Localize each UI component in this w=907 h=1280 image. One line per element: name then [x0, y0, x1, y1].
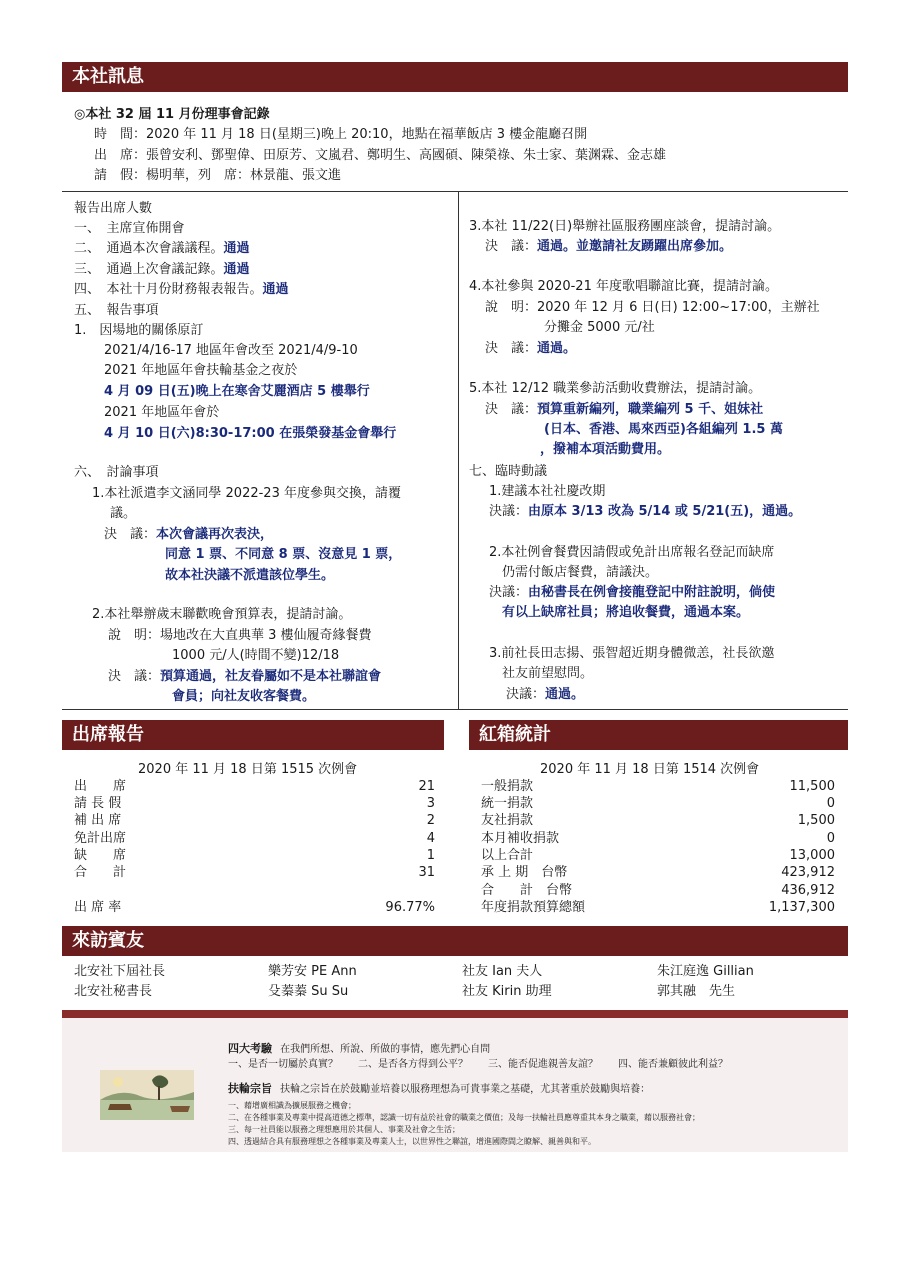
agenda-line: 4 月 10 日(六)8:30-17:00 在張榮發基金會舉行 — [104, 426, 397, 441]
table-row-value: 2 — [426, 813, 435, 828]
purpose-item: 三、每一社員能以服務之理想應用於其個人、事業及社會之生活； — [228, 1125, 460, 1134]
agenda-line: 3.前社長田志揚、張智超近期身體微恙，社長欲邀 — [489, 646, 775, 661]
table-row-label: 一般捐款 — [481, 779, 534, 794]
table-row-label: 本月補收捐款 — [481, 831, 560, 846]
purpose-item: 一、藉增廣相識為擴展服務之機會； — [228, 1101, 356, 1110]
footer-panel — [62, 1010, 848, 1152]
minutes-time: 時 間：2020 年 11 月 18 日(星期三)晚上 20:10，地點在福華飯店 3 樓金龍廳召開 — [94, 127, 588, 142]
table-row-label: 以上合計 — [481, 848, 534, 863]
agenda-line: 分攤金 5000 元/社 — [544, 320, 655, 335]
visitor-name: 樂芳安 PE Ann — [268, 964, 357, 979]
table-row-value: 21 — [418, 779, 435, 794]
table-row-label: 統一捐款 — [481, 796, 534, 811]
agenda-line: 有以上缺席社員；將追收餐費，通過本案。 — [502, 605, 750, 620]
agenda-line: 4 月 09 日(五)晚上在寒舍艾麗酒店 5 樓舉行 — [104, 384, 370, 399]
agenda-line: 2.本社例會餐費因請假或免計出席報名登記而缺席 — [489, 545, 775, 560]
agenda-line: 決議：通過。 — [506, 687, 585, 702]
agenda-line: 決 議：預算通過，社友眷屬如不是本社聯誼會 — [108, 669, 382, 684]
agenda-line: 仍需付飯店餐費，請議決。 — [502, 565, 659, 580]
table-row-label: 合 計 台幣 — [481, 883, 573, 898]
agenda-line: 七、臨時動議 — [469, 464, 548, 479]
table-row-value: 1,500 — [797, 813, 835, 828]
agenda-line: 2021 年地區年會於 — [104, 405, 220, 420]
section-bar-attendance: 出席報告 — [62, 720, 444, 750]
four-way-test-title: 四大考驗 — [228, 1042, 272, 1055]
divider-vertical — [458, 191, 459, 709]
agenda-line: 會員；向社友收客餐費。 — [172, 689, 316, 704]
agenda-line: 4.本社參與 2020-21 年度歌唱聯誼比賽，提請討論。 — [469, 279, 778, 294]
divider-bottom — [62, 709, 848, 710]
table-row-label: 友社捐款 — [481, 813, 534, 828]
four-way-test — [228, 1040, 490, 1056]
agenda-line: 議。 — [110, 506, 137, 521]
agenda-line: 同意 1 票、不同意 8 票、沒意見 1 票， — [165, 547, 402, 562]
minutes-leave: 請 假：楊明華，列 席：林景龍、張文進 — [94, 168, 342, 183]
table-row-value: 0 — [826, 831, 835, 846]
rotary-purpose-intro: 扶輪之宗旨在於鼓勵並培養以服務理想為可貴事業之基礎，尤其著重於鼓勵與培養： — [280, 1084, 651, 1095]
agenda-line: 2021/4/16-17 地區年會改至 2021/4/9-10 — [104, 343, 358, 358]
agenda-line: 報告出席人數 — [74, 201, 153, 216]
visitor-name: 郭其融 先生 — [657, 984, 736, 999]
agenda-line: 決 議：預算重新編列，職業編列 5 千、姐妹社 — [485, 402, 764, 417]
agenda-line: 社友前望慰問。 — [502, 666, 594, 681]
table-row-value: 4 — [426, 831, 435, 846]
agenda-line: 二、 通過本次會議議程。通過 — [74, 241, 250, 256]
rotary-purpose — [228, 1080, 650, 1096]
table-row-label: 免計出席 — [74, 831, 127, 846]
four-way-test-intro: 在我們所想、所說、所做的事情，應先捫心自問 — [280, 1044, 491, 1055]
visitor-name: 社友 Ian 夫人 — [462, 964, 543, 979]
visitor-name: 北安社下屆社長 — [74, 964, 166, 979]
visitor-name: 社友 Kirin 助理 — [462, 984, 552, 999]
visitor-name: 殳蓁蓁 Su Su — [268, 984, 349, 999]
agenda-line: 3.本社 11/22(日)舉辦社區服務團座談會，提請討論。 — [469, 219, 781, 234]
table-row-value: 1,137,300 — [768, 900, 835, 915]
agenda-line: 1. 因場地的關係原訂 — [74, 323, 204, 338]
attendance-rate-value: 96.77% — [385, 900, 435, 915]
table-row-label: 補 出 席 — [74, 813, 122, 828]
agenda-line: 六、 討論事項 — [74, 465, 159, 480]
table-row-value: 423,912 — [781, 865, 835, 880]
table-row-value: 3 — [426, 796, 435, 811]
table-row-label: 承 上 期 台幣 — [481, 865, 568, 880]
agenda-line: 說 明：場地改在大直典華 3 樓仙履奇緣餐費 — [108, 628, 372, 643]
redbox-date: 2020 年 11 月 18 日第 1514 次例會 — [540, 762, 760, 777]
section-bar-visitors: 來訪賓友 — [62, 926, 848, 956]
visitor-name: 北安社秘書長 — [74, 984, 153, 999]
purpose-item: 四、透過結合具有服務理想之各種事業及專業人士，以世界性之聯誼，增進國際間之瞭解、親善與和平。 — [228, 1137, 596, 1146]
table-row-value: 13,000 — [789, 848, 835, 863]
table-row-value: 31 — [418, 865, 435, 880]
landscape-illustration — [100, 1070, 194, 1120]
table-row-label: 合 計 — [74, 865, 127, 880]
visitor-name: 朱江庭逸 Gillian — [657, 964, 754, 979]
agenda-line: 2021 年地區年會扶輪基金之夜於 — [104, 363, 298, 378]
agenda-line: 1.建議本社社慶改期 — [489, 484, 606, 499]
table-row-label: 缺 席 — [74, 848, 127, 863]
table-row-value: 0 — [826, 796, 835, 811]
section-bar-redbox: 紅箱統計 — [469, 720, 848, 750]
agenda-line: 故本社決議不派遣該位學生。 — [165, 568, 335, 583]
table-row-value: 436,912 — [781, 883, 835, 898]
agenda-line: ，撥補本項活動費用。 — [540, 442, 671, 457]
agenda-line: 說 明：2020 年 12 月 6 日(日) 12:00~17:00，主辦社 — [485, 300, 820, 315]
table-row-label: 請 長 假 — [74, 796, 122, 811]
attendance-rate-label: 出 席 率 — [74, 900, 122, 915]
agenda-line: 三、 通過上次會議記錄。通過 — [74, 262, 250, 277]
minutes-heading: ◎本社 32 屆 11 月份理事會記錄 — [74, 107, 270, 122]
attendance-date: 2020 年 11 月 18 日第 1515 次例會 — [138, 762, 358, 777]
agenda-line: 1000 元/人(時間不變)12/18 — [172, 648, 340, 663]
agenda-line: 決 議：本次會議再次表決， — [104, 527, 274, 542]
table-row-label: 出 席 — [74, 779, 127, 794]
agenda-line: 四、 本社十月份財務報表報告。通過 — [74, 282, 289, 297]
rotary-purpose-title: 扶輪宗旨 — [228, 1082, 272, 1095]
agenda-line: 決 議：通過。並邀請社友踴躍出席參加。 — [485, 239, 733, 254]
table-row-value: 11,500 — [789, 779, 835, 794]
agenda-line: 5.本社 12/12 職業參訪活動收費辦法，提請討論。 — [469, 381, 762, 396]
agenda-line: 一、 主席宣佈開會 — [74, 221, 185, 236]
table-row-label: 年度捐款預算總額 — [481, 900, 586, 915]
agenda-line: 五、 報告事項 — [74, 303, 159, 318]
agenda-line: 2.本社舉辦歲末聯歡晚會預算表，提請討論。 — [92, 607, 352, 622]
agenda-line: 1.本社派遣李文涵同學 2022-23 年度參與交換，請覆 — [92, 486, 401, 501]
section-bar-news: 本社訊息 — [62, 62, 848, 92]
minutes-attendees: 出 席：張曾安利、鄧聖偉、田原芳、文嵐君、鄭明生、高國碩、陳榮祿、朱士家、葉渊霖、金志雄 — [94, 148, 667, 163]
table-row-value: 1 — [426, 848, 435, 863]
four-way-test-items: 一、是否一切屬於真實？ 二、是否各方得到公平？ 三、能否促進親善友誼？ 四、能否兼顧彼此利益？ — [228, 1059, 728, 1070]
agenda-line: 決 議：通過。 — [485, 341, 577, 356]
agenda-line: (日本、香港、馬來西亞)各組編列 1.5 萬 — [544, 422, 783, 437]
divider-top — [62, 191, 848, 192]
agenda-line: 決議：由秘書長在例會接龍登記中附註說明，倘使 — [489, 585, 776, 600]
agenda-line: 決議：由原本 3/13 改為 5/14 或 5/21(五)，通過。 — [489, 504, 802, 519]
purpose-item: 二、在各種事業及專業中提高道德之標準，認識一切有益於社會的職業之價值；及每一扶輪社員應尊重其本身之職業，藉以服務社會； — [228, 1113, 700, 1122]
